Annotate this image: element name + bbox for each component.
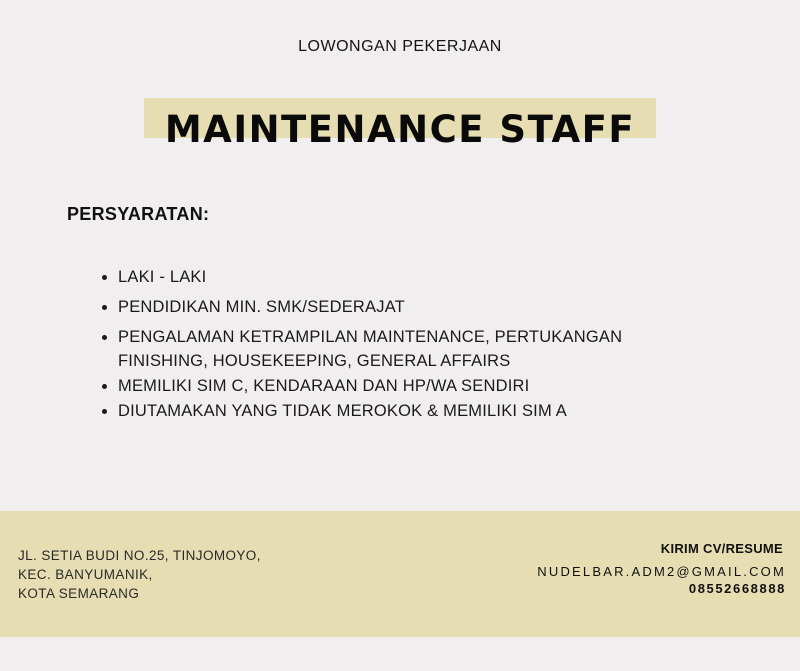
bullet-icon	[102, 384, 107, 389]
address-line: KOTA SEMARANG	[18, 586, 140, 601]
contact-phone: 08552668888	[688, 581, 786, 596]
list-item-text: MEMILIKI SIM C, KENDARAAN DAN HP/WA SENDIRI	[118, 377, 530, 395]
list-item	[100, 399, 660, 423]
bullet-icon	[102, 275, 107, 280]
list-item	[100, 295, 660, 319]
kicker-text: LOWONGAN PEKERJAAN	[298, 38, 502, 55]
list-item	[100, 374, 660, 398]
address-line: JL. SETIA BUDI NO.25, TINJOMOYO,	[18, 548, 261, 563]
requirements-list	[100, 265, 660, 429]
list-item	[100, 325, 660, 373]
bullet-icon	[102, 305, 107, 310]
requirements-heading: PERSYARATAN:	[67, 204, 210, 224]
list-item	[100, 265, 660, 289]
contact-email: NUDELBAR.ADM2@GMAIL.COM	[537, 564, 786, 579]
address-line: KEC. BANYUMANIK,	[18, 567, 153, 582]
contact-label: KIRIM CV/RESUME	[660, 541, 783, 556]
bullet-icon	[102, 335, 107, 340]
address-block	[18, 546, 261, 603]
list-item-text: DIUTAMAKAN YANG TIDAK MEROKOK & MEMILIKI SIM A	[118, 402, 567, 420]
list-item-text: PENDIDIKAN MIN. SMK/SEDERAJAT	[118, 298, 405, 316]
footer-band	[0, 511, 800, 637]
bullet-icon	[102, 409, 107, 414]
job-title: MAINTENANCE STAFF	[164, 108, 636, 151]
contact-block	[537, 541, 786, 597]
list-item-text: PENGALAMAN KETRAMPILAN MAINTENANCE, PERTUKANGAN FINISHING, HOUSEKEEPING, GENERAL AFFAIRS	[118, 328, 623, 370]
list-item-text: LAKI - LAKI	[118, 268, 207, 286]
